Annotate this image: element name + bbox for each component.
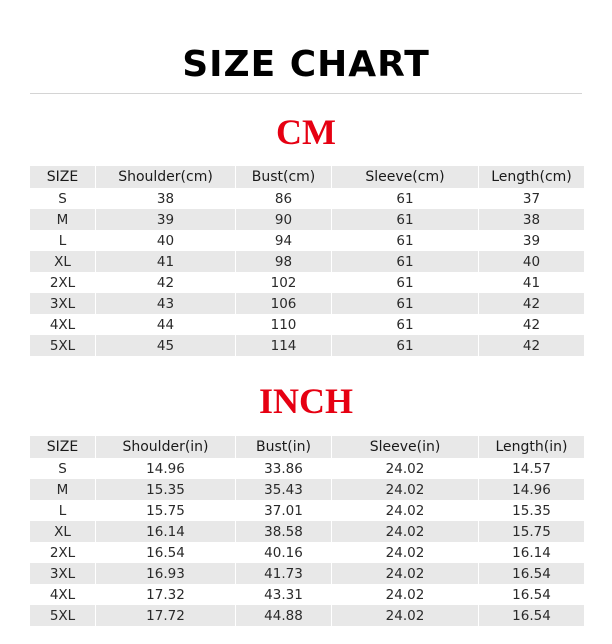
cell-bust: 38.58 bbox=[236, 521, 332, 542]
title-divider bbox=[30, 93, 582, 94]
table-row bbox=[30, 458, 584, 479]
table-row bbox=[30, 542, 584, 563]
cell-size: M bbox=[30, 209, 96, 230]
header-shoulder: Shoulder(cm) bbox=[96, 166, 236, 188]
cell-bust: 110 bbox=[236, 314, 332, 335]
table-row bbox=[30, 584, 584, 605]
cell-shoulder: 42 bbox=[96, 272, 236, 293]
cell-size: S bbox=[30, 188, 96, 209]
cell-size: 2XL bbox=[30, 542, 96, 563]
cell-shoulder: 45 bbox=[96, 335, 236, 356]
header-bust: Bust(cm) bbox=[236, 166, 332, 188]
cell-length: 16.54 bbox=[479, 605, 584, 626]
cell-size: 5XL bbox=[30, 335, 96, 356]
header-size: SIZE bbox=[30, 166, 96, 188]
cell-sleeve: 61 bbox=[332, 293, 479, 314]
cell-shoulder: 16.14 bbox=[96, 521, 236, 542]
cell-shoulder: 15.75 bbox=[96, 500, 236, 521]
inch-section-title: INCH bbox=[258, 381, 353, 421]
cell-size: 5XL bbox=[30, 605, 96, 626]
cell-length: 16.54 bbox=[479, 584, 584, 605]
cell-size: L bbox=[30, 230, 96, 251]
cell-length: 16.14 bbox=[479, 542, 584, 563]
table-row bbox=[30, 293, 584, 314]
cell-size: 4XL bbox=[30, 584, 96, 605]
cell-sleeve: 61 bbox=[332, 188, 479, 209]
cell-bust: 94 bbox=[236, 230, 332, 251]
cell-sleeve: 24.02 bbox=[332, 542, 479, 563]
cell-bust: 44.88 bbox=[236, 605, 332, 626]
cell-shoulder: 16.93 bbox=[96, 563, 236, 584]
cm-section-title: CM bbox=[276, 112, 336, 152]
header-size: SIZE bbox=[30, 436, 96, 458]
cell-length: 14.57 bbox=[479, 458, 584, 479]
cell-sleeve: 61 bbox=[332, 209, 479, 230]
inch-size-table bbox=[30, 436, 584, 626]
cell-sleeve: 61 bbox=[332, 251, 479, 272]
cell-shoulder: 17.32 bbox=[96, 584, 236, 605]
cell-shoulder: 15.35 bbox=[96, 479, 236, 500]
table-row bbox=[30, 272, 584, 293]
cell-size: S bbox=[30, 458, 96, 479]
cell-sleeve: 24.02 bbox=[332, 458, 479, 479]
cell-length: 15.35 bbox=[479, 500, 584, 521]
table-row bbox=[30, 314, 584, 335]
table-header-row bbox=[30, 436, 584, 458]
cell-length: 38 bbox=[479, 209, 584, 230]
cell-sleeve: 61 bbox=[332, 335, 479, 356]
header-length: Length(cm) bbox=[479, 166, 584, 188]
cell-size: L bbox=[30, 500, 96, 521]
cell-bust: 102 bbox=[236, 272, 332, 293]
cell-length: 16.54 bbox=[479, 563, 584, 584]
table-row bbox=[30, 605, 584, 626]
header-bust: Bust(in) bbox=[236, 436, 332, 458]
cell-bust: 37.01 bbox=[236, 500, 332, 521]
cell-sleeve: 24.02 bbox=[332, 521, 479, 542]
cell-size: 4XL bbox=[30, 314, 96, 335]
cell-size: XL bbox=[30, 521, 96, 542]
cell-length: 40 bbox=[479, 251, 584, 272]
table-row bbox=[30, 563, 584, 584]
cell-bust: 106 bbox=[236, 293, 332, 314]
table-row bbox=[30, 335, 584, 356]
cell-length: 41 bbox=[479, 272, 584, 293]
table-row bbox=[30, 251, 584, 272]
table-row bbox=[30, 479, 584, 500]
cell-sleeve: 24.02 bbox=[332, 479, 479, 500]
cell-bust: 98 bbox=[236, 251, 332, 272]
table-row bbox=[30, 230, 584, 251]
cell-shoulder: 39 bbox=[96, 209, 236, 230]
cell-bust: 35.43 bbox=[236, 479, 332, 500]
cell-bust: 41.73 bbox=[236, 563, 332, 584]
cm-size-table bbox=[30, 166, 584, 356]
cell-size: XL bbox=[30, 251, 96, 272]
cell-shoulder: 40 bbox=[96, 230, 236, 251]
cell-shoulder: 16.54 bbox=[96, 542, 236, 563]
cell-size: 2XL bbox=[30, 272, 96, 293]
cell-bust: 86 bbox=[236, 188, 332, 209]
cell-shoulder: 41 bbox=[96, 251, 236, 272]
cell-bust: 43.31 bbox=[236, 584, 332, 605]
header-length: Length(in) bbox=[479, 436, 584, 458]
cell-sleeve: 61 bbox=[332, 314, 479, 335]
cell-shoulder: 17.72 bbox=[96, 605, 236, 626]
cell-size: 3XL bbox=[30, 293, 96, 314]
cell-shoulder: 38 bbox=[96, 188, 236, 209]
cell-sleeve: 24.02 bbox=[332, 500, 479, 521]
cell-bust: 114 bbox=[236, 335, 332, 356]
page-title: SIZE CHART bbox=[182, 44, 430, 85]
cell-length: 15.75 bbox=[479, 521, 584, 542]
cell-shoulder: 44 bbox=[96, 314, 236, 335]
cell-length: 37 bbox=[479, 188, 584, 209]
cell-shoulder: 43 bbox=[96, 293, 236, 314]
cell-sleeve: 24.02 bbox=[332, 584, 479, 605]
cell-size: M bbox=[30, 479, 96, 500]
header-sleeve: Sleeve(cm) bbox=[332, 166, 479, 188]
header-shoulder: Shoulder(in) bbox=[96, 436, 236, 458]
cell-length: 14.96 bbox=[479, 479, 584, 500]
cell-sleeve: 61 bbox=[332, 272, 479, 293]
cell-shoulder: 14.96 bbox=[96, 458, 236, 479]
cell-size: 3XL bbox=[30, 563, 96, 584]
header-sleeve: Sleeve(in) bbox=[332, 436, 479, 458]
cell-bust: 33.86 bbox=[236, 458, 332, 479]
table-row bbox=[30, 209, 584, 230]
cell-length: 42 bbox=[479, 293, 584, 314]
cell-sleeve: 24.02 bbox=[332, 563, 479, 584]
cell-length: 42 bbox=[479, 314, 584, 335]
cell-bust: 40.16 bbox=[236, 542, 332, 563]
cell-length: 39 bbox=[479, 230, 584, 251]
table-row bbox=[30, 521, 584, 542]
cell-bust: 90 bbox=[236, 209, 332, 230]
cell-length: 42 bbox=[479, 335, 584, 356]
table-row bbox=[30, 188, 584, 209]
cell-sleeve: 24.02 bbox=[332, 605, 479, 626]
table-row bbox=[30, 500, 584, 521]
cell-sleeve: 61 bbox=[332, 230, 479, 251]
table-header-row bbox=[30, 166, 584, 188]
